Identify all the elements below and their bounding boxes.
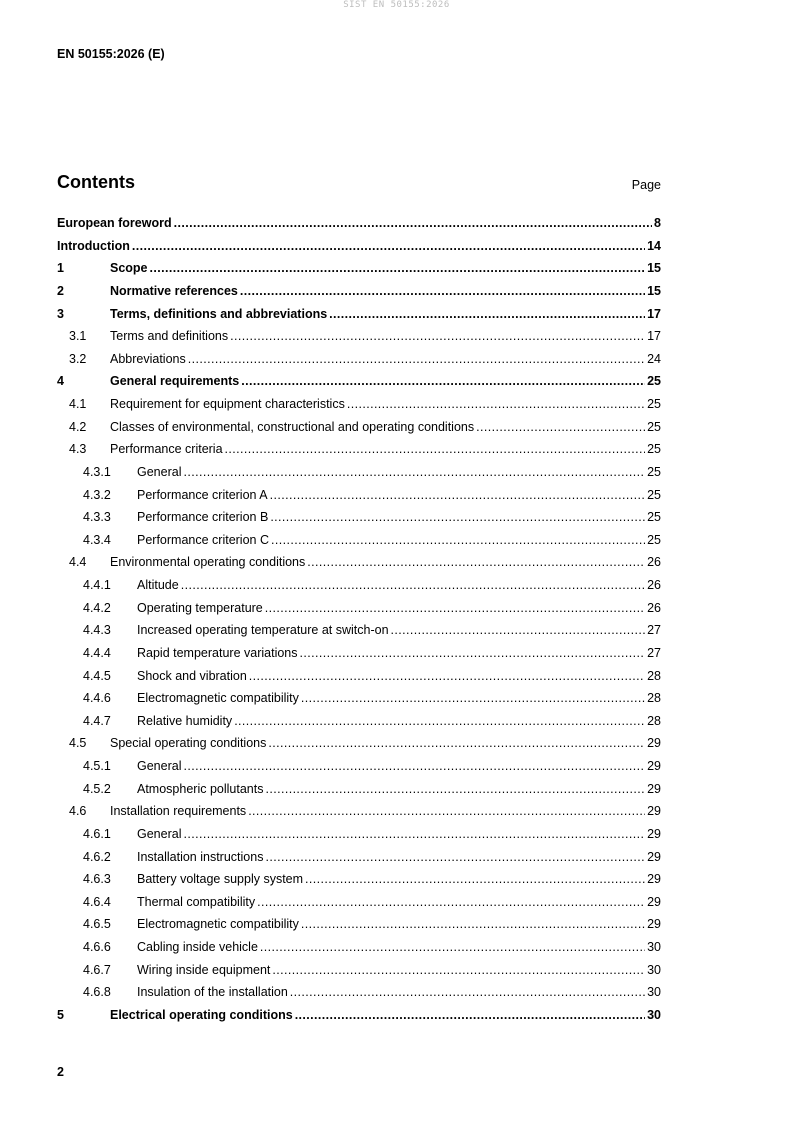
toc-dot-leader (230, 325, 645, 348)
toc-entry-number: 4.4.4 (83, 645, 111, 660)
toc-entry-number: 4.6.5 (83, 917, 111, 932)
toc-entry-number: 4.2 (69, 419, 87, 434)
toc-dot-leader (305, 868, 645, 891)
toc-dot-leader (265, 846, 645, 869)
toc-entry[interactable] (57, 529, 661, 552)
toc-entry-page: 26 (647, 578, 661, 592)
toc-entry[interactable] (57, 461, 661, 484)
toc-dot-leader (476, 416, 645, 439)
toc-dot-leader (300, 642, 646, 665)
toc-entry[interactable] (57, 981, 661, 1004)
toc-entry-title: Performance criteria (110, 442, 223, 457)
toc-entry[interactable] (57, 913, 661, 936)
toc-dot-leader (257, 891, 645, 914)
toc-entry-title: Rapid temperature variations (137, 645, 298, 660)
toc-entry-title: Relative humidity (137, 713, 233, 728)
toc-dot-leader (240, 280, 645, 303)
toc-entry[interactable] (57, 846, 661, 869)
toc-entry-page: 29 (647, 759, 661, 773)
page-column-label: Page (631, 178, 661, 192)
toc-entry-page: 28 (647, 713, 661, 728)
toc-entry-number: 2 (57, 283, 64, 298)
toc-entry[interactable] (57, 370, 661, 393)
toc-entry[interactable] (57, 619, 661, 642)
toc-entry-title: Cabling inside vehicle (137, 940, 258, 954)
toc-entry[interactable] (57, 551, 661, 574)
toc-entry[interactable] (57, 755, 661, 778)
toc-entry[interactable] (57, 325, 661, 348)
toc-entry[interactable] (57, 687, 661, 710)
toc-entry[interactable] (57, 348, 661, 371)
toc-entry[interactable] (57, 710, 661, 733)
toc-entry-page: 29 (647, 894, 661, 909)
toc-entry-number: 4.6.3 (83, 872, 111, 887)
toc-entry-page: 25 (647, 419, 661, 434)
toc-entry-title: Terms, definitions and abbreviations (110, 306, 328, 321)
toc-entry-title: Abbreviations (110, 351, 186, 366)
toc-entry-page: 30 (647, 962, 661, 977)
toc-dot-leader (183, 755, 645, 778)
watermark: SIST EN 50155:2026 (343, 0, 450, 10)
toc-entry-page: 29 (647, 781, 661, 796)
toc-entry[interactable] (57, 800, 661, 823)
toc-entry-page: 28 (647, 668, 661, 683)
toc-dot-leader (183, 823, 645, 846)
toc-dot-leader (260, 936, 645, 959)
toc-dot-leader (183, 461, 645, 484)
toc-entry-page: 30 (647, 1007, 661, 1022)
toc-entry-title: Installation requirements (110, 804, 247, 819)
document-header: EN 50155:2026 (E) (57, 47, 165, 61)
toc-entry-number: 4.3.4 (83, 532, 111, 547)
toc-entry-page: 25 (647, 510, 661, 525)
toc-dot-leader (329, 303, 645, 326)
toc-entry-page: 15 (647, 261, 661, 276)
toc-entry-page: 17 (647, 329, 661, 344)
toc-entry-page: 25 (647, 464, 661, 479)
toc-dot-leader (301, 913, 645, 936)
toc-entry-page: 30 (647, 940, 661, 954)
toc-dot-leader (241, 370, 645, 393)
toc-entry[interactable] (57, 235, 661, 258)
toc-entry-title: Altitude (137, 578, 179, 592)
toc-entry-page: 25 (647, 397, 661, 411)
toc-entry-title: Electromagnetic compatibility (137, 917, 299, 932)
toc-entry[interactable] (57, 393, 661, 416)
toc-entry-number: 4.6.1 (83, 826, 111, 841)
toc-entry-number: 1 (57, 261, 64, 276)
toc-entry[interactable] (57, 665, 661, 688)
toc-entry-number: 4.6 (69, 804, 87, 819)
toc-entry-page: 17 (647, 306, 661, 321)
toc-entry-page: 14 (647, 238, 661, 253)
toc-entry-title: Battery voltage supply system (137, 872, 304, 887)
toc-entry-title: Shock and vibration (137, 668, 247, 683)
toc-dot-leader (295, 1004, 645, 1027)
toc-dot-leader (270, 484, 645, 507)
toc-entry[interactable] (57, 280, 661, 303)
toc-entry[interactable] (57, 1004, 661, 1027)
toc-dot-leader (234, 710, 645, 733)
toc-entry-page: 29 (647, 917, 661, 932)
toc-entry[interactable] (57, 868, 661, 891)
toc-entry-page: 15 (647, 283, 661, 298)
toc-entry-number: 4.3.2 (83, 487, 111, 502)
toc-entry-page: 30 (647, 985, 661, 1000)
toc-entry-number: 4.6.7 (83, 962, 111, 977)
toc-entry-number: 5 (57, 1007, 64, 1022)
toc-entry-title: Requirement for equipment characteristics (110, 397, 345, 411)
toc-entry-title: Operating temperature (137, 600, 263, 615)
toc-dot-leader (271, 529, 645, 552)
table-of-contents (57, 212, 661, 1027)
toc-entry-title: Atmospheric pollutants (137, 781, 264, 796)
toc-entry-page: 25 (647, 442, 661, 457)
toc-entry-title: Performance criterion B (137, 510, 269, 525)
toc-entry-title: General (137, 759, 182, 773)
toc-dot-leader (301, 687, 645, 710)
toc-entry-title: Performance criterion C (137, 532, 269, 547)
toc-entry-number: 4.6.6 (83, 940, 111, 954)
toc-entry-page: 27 (647, 645, 661, 660)
toc-entry-page: 29 (647, 804, 661, 819)
toc-entry-number: 4.3.3 (83, 510, 111, 525)
toc-entry[interactable] (57, 778, 661, 801)
toc-dot-leader (150, 257, 646, 280)
toc-dot-leader (265, 597, 645, 620)
page-number: 2 (57, 1065, 64, 1079)
toc-entry[interactable] (57, 257, 661, 280)
toc-dot-leader (290, 981, 645, 1004)
toc-entry-number: 4.6.4 (83, 894, 111, 909)
toc-entry-number: 3.1 (69, 329, 87, 344)
toc-entry-number: 3 (57, 306, 64, 321)
toc-entry-page: 28 (647, 691, 661, 706)
toc-entry-number: 4.4.2 (83, 600, 111, 615)
toc-entry-page: 25 (647, 374, 661, 389)
toc-entry-title: Wiring inside equipment (137, 962, 271, 977)
toc-entry-title: Performance criterion A (137, 487, 268, 502)
toc-dot-leader (249, 665, 645, 688)
toc-entry[interactable] (57, 891, 661, 914)
toc-entry-title: Scope (110, 261, 148, 276)
toc-entry-title: Introduction (57, 238, 130, 253)
toc-dot-leader (248, 800, 645, 823)
contents-title: Contents (57, 172, 135, 192)
toc-entry-title: Environmental operating conditions (110, 555, 306, 570)
toc-entry[interactable] (57, 574, 661, 597)
toc-dot-leader (225, 438, 646, 461)
toc-entry-number: 4.1 (69, 397, 87, 411)
toc-entry-title: Electrical operating conditions (110, 1007, 293, 1022)
toc-entry[interactable] (57, 732, 661, 755)
toc-entry-page: 25 (647, 487, 661, 502)
toc-entry-page: 26 (647, 600, 661, 615)
toc-entry-number: 4.4.1 (83, 578, 111, 592)
toc-entry-number: 4 (57, 374, 64, 389)
toc-entry-number: 4.3.1 (83, 464, 111, 479)
toc-entry-title: Special operating conditions (110, 736, 267, 751)
toc-entry-number: 3.2 (69, 351, 87, 366)
toc-entry-number: 4.6.8 (83, 985, 111, 1000)
toc-entry-number: 4.4.7 (83, 713, 111, 728)
toc-entry-number: 4.5.2 (83, 781, 111, 796)
toc-entry-page: 24 (647, 351, 661, 366)
toc-entry[interactable] (57, 959, 661, 982)
toc-entry-title: Electromagnetic compatibility (137, 691, 299, 706)
toc-entry-title: General requirements (110, 374, 240, 389)
toc-entry[interactable] (57, 597, 661, 620)
toc-entry-page: 29 (647, 736, 661, 751)
toc-entry-number: 4.4.6 (83, 691, 111, 706)
toc-dot-leader (174, 212, 652, 235)
toc-entry-title: Thermal compatibility (137, 894, 256, 909)
toc-entry-page: 26 (647, 555, 661, 570)
toc-entry[interactable] (57, 642, 661, 665)
toc-entry-title: Normative references (110, 283, 238, 298)
toc-entry-title: Increased operating temperature at switch-on (137, 623, 389, 638)
toc-entry-title: General (137, 464, 182, 479)
toc-entry[interactable] (57, 438, 661, 461)
toc-entry-page: 29 (647, 872, 661, 887)
toc-entry[interactable] (57, 506, 661, 529)
toc-entry[interactable] (57, 936, 661, 959)
toc-entry-page: 8 (654, 216, 661, 230)
toc-entry-number: 4.4.5 (83, 668, 111, 683)
toc-entry-title: General (137, 826, 182, 841)
toc-entry-title: Classes of environmental, constructional and operating conditions (110, 419, 475, 434)
toc-dot-leader (181, 574, 645, 597)
toc-entry-title: Installation instructions (137, 849, 264, 864)
toc-entry-number: 4.6.2 (83, 849, 111, 864)
toc-entry-title: European foreword (57, 216, 172, 230)
toc-entry-page: 27 (647, 623, 661, 638)
toc-entry-number: 4.4 (69, 555, 87, 570)
toc-entry-number: 4.4.3 (83, 623, 111, 638)
toc-entry-title: Terms and definitions (110, 329, 229, 344)
toc-dot-leader (391, 619, 646, 642)
toc-dot-leader (132, 235, 645, 258)
toc-entry[interactable] (57, 823, 661, 846)
toc-dot-leader (268, 732, 645, 755)
toc-entry-page: 29 (647, 849, 661, 864)
toc-entry-number: 4.3 (69, 442, 87, 457)
toc-dot-leader (347, 393, 645, 416)
toc-dot-leader (270, 506, 645, 529)
toc-entry[interactable] (57, 303, 661, 326)
toc-entry[interactable] (57, 484, 661, 507)
toc-entry-title: Insulation of the installation (137, 985, 288, 1000)
toc-entry[interactable] (57, 212, 661, 235)
toc-entry-page: 25 (647, 532, 661, 547)
toc-entry-page: 29 (647, 826, 661, 841)
toc-dot-leader (188, 348, 645, 371)
toc-entry-number: 4.5.1 (83, 759, 111, 773)
toc-dot-leader (272, 959, 645, 982)
toc-dot-leader (265, 778, 645, 801)
toc-dot-leader (307, 551, 645, 574)
toc-entry-number: 4.5 (69, 736, 87, 751)
toc-entry[interactable] (57, 416, 661, 439)
